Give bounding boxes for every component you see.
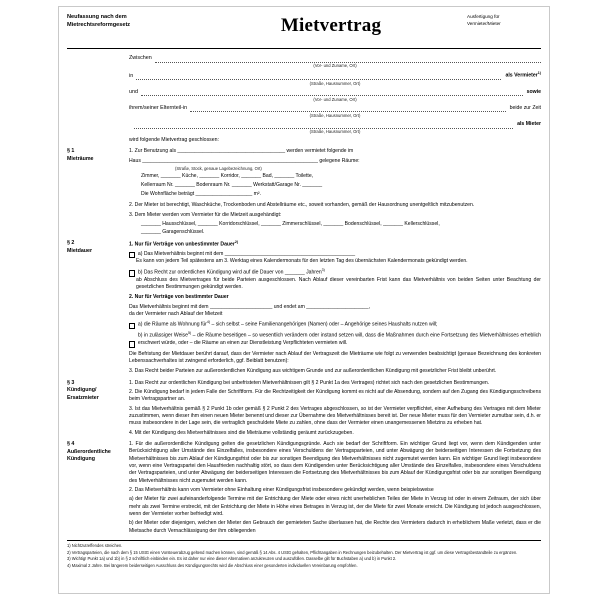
s2-2-line1: Das Mietverhältnis beginnt mit dem ______________________ und endet am ______________________, — [129, 303, 371, 310]
caption-name-1: (Vor- und Zuname, Ort) — [313, 63, 357, 69]
section-4-text — [129, 441, 541, 535]
s2-3: 3. Das Recht beider Parteien zur außerordentlichen Kündigung aus wichtigem Grunde und zur außerordentlichen Kündigung mit gesetzlicher Frist bleibt unberührt. — [129, 368, 497, 375]
section-2-title: Mietdauer — [67, 247, 93, 254]
section-1-text — [129, 148, 541, 236]
section-2 — [67, 240, 541, 376]
s1-p7: 2. Der Mieter ist berechtigt, Waschküche, Trockenboden und Abstellräume etc., soweit vorhanden, gemäß der Hausordnung unentgeltlich mitzubenutzen. — [129, 201, 475, 208]
und-row — [129, 89, 541, 97]
in-field[interactable] — [136, 73, 501, 80]
section-1-label — [67, 148, 129, 236]
s2-h1-text: 1. Nur für Verträge von unbestimmter Dauer — [129, 241, 235, 248]
representative-field[interactable] — [190, 105, 505, 112]
footnotes-block — [67, 540, 541, 569]
checkbox-s2-2a[interactable] — [129, 323, 135, 329]
s2-a-text: a) Das Mietverhältnis beginnt mit dem ______________________________________________ — [137, 250, 356, 257]
between-field[interactable] — [155, 56, 541, 63]
s2-h1 — [129, 240, 541, 249]
footnote-2: 2) Vertragsparteien, die nach dem § 15 UStG einen Vorsteuerabzug geltend machen können, sind gemäß § 14 Abs. 4 UStG gehalten, Pflichtangaben in Rechnungen beizubehalten. Der Mietvertrag ist ggf. um diese Vertragsbestandteile zu ergänzen. — [67, 549, 518, 555]
sowie-label: sowie — [526, 88, 541, 95]
s1-p4: Zimmer, _______ Küche, _______ Korridor, _______ Bad, _______ Toilette, — [141, 172, 314, 179]
caption-street-3: (Straße, Hausnummer, Ort) — [309, 129, 361, 135]
s2-2b-text-b: – die Räume beseitigen – so wesentlich verändern oder instand setzen will, dass die Maßnahmen durch eine Fortsetzung des Mietverhältnisses erheblich erschwert würde, oder – die Räume an einen zur Dienstleistung Verpflichteten vermieten will. — [137, 332, 541, 347]
s1-p9: _______ Hausschlüssel, _______ Korridorschlüssel, _______ Zimmerschlüssel, _______ Bodenschlüssel, _______ Kellerschlüssel, — [141, 221, 440, 228]
representative-row — [129, 105, 541, 113]
header-left-line2: Mietrechtsreformgesetz — [67, 22, 131, 29]
s1-p8: 3. Dem Mieter werden vom Vermieter für die Mietzeit ausgehändigt: — [129, 211, 282, 218]
landlord-label — [501, 71, 541, 80]
section-2-number: § 2 — [67, 239, 75, 246]
parties-left-gutter — [67, 53, 129, 144]
s2-2b-footnote-ref: 5) — [187, 331, 192, 336]
s2-2-line2: da der Vermieter nach Ablauf der Mietzeit — [129, 310, 223, 317]
section-3-text — [129, 380, 541, 437]
s3-p4: 4. Mit der Kündigung des Mietverhältnisses sind die Mieträume vollständig geräumt zurückzugeben. — [129, 429, 354, 436]
section-4-label — [67, 441, 129, 535]
contract-sheet — [58, 6, 550, 594]
header-right-note — [467, 13, 541, 28]
parties-block — [67, 53, 541, 144]
header-left-note — [67, 13, 195, 29]
section-1-title: Mieträume — [67, 156, 94, 163]
und-field[interactable] — [141, 89, 523, 96]
document-header — [67, 13, 541, 47]
checkbox-s2-1b[interactable] — [129, 270, 135, 276]
s4-p2: 2. Das Mietverhältnis kann vom Vermieter ohne Einhaltung einer Kündigungsfrist insbesondere gekündigt werden, wenn beispielsweise — [129, 486, 434, 493]
s4-p4: b) der Mieter oder diejenigen, welchen der Mieter den Gebrauch der gemieteten Sache überlassen hat, die Rechte des Vermieters dadurch in erheblichem Maße verletzt, dass er die Mietsache durch Vernachlässigung der ihm obliegenden — [129, 520, 541, 534]
s3-p1: 1. Das Recht zur ordentlichen Kündigung bei unbefristeten Mietverhältnissen gilt § 2 Punkt 1a des Vertrages) richtet sich nach den gesetzlichen Bestimmungen. — [129, 379, 490, 386]
page-title: Mietvertrag — [280, 15, 382, 36]
header-title-wrap — [195, 13, 467, 37]
s2-2a-text — [138, 320, 438, 329]
section-2-text — [129, 240, 541, 376]
s1-p10: _______ Garagenschlüssel. — [141, 228, 205, 235]
header-right-line2: Vermieter/Mieter — [467, 20, 501, 26]
landlord-label-text: als Vermieter — [505, 72, 538, 79]
header-right-line1: Ausfertigung für — [467, 14, 500, 19]
s2-2a-row — [129, 320, 541, 329]
s2-2a-text-a: a) die Räume als Wohnung für — [137, 321, 207, 328]
s2-2-note: Die Befristung der Mietdauer berührt darauf, dass der Vermieter nach Ablauf der Vertragszeit die Mieträume wie folgt zu verwenden beabsichtigt (genaue Bezeichnung des konkreten Lebenssachverhaltes ist zwingend erforderlich, ggf. Beiblatt benutzen): — [129, 350, 541, 364]
checkbox-s2-1a[interactable] — [129, 252, 135, 258]
section-2-label — [67, 240, 129, 376]
s2-a-body: Es kann von jedem Teil spätestens am 3. Werktag eines Kalendermonats für den letzten Tag des übernächsten Kalendermonats gekündigt werden. — [136, 258, 468, 265]
s2-2b-text — [138, 331, 541, 347]
checkbox-s2-2b[interactable] — [129, 341, 135, 347]
beide-label: beide zur Zeit — [509, 105, 541, 112]
footnote-4: 4) Maximal 2 Jahre. Bei längerem beiderseitigen Ausschluss des Kündigungsrechts wird die Abschluss einer gesonderten individuellen Vereinbarung empfohlen. — [67, 563, 358, 569]
section-3 — [67, 380, 541, 437]
section-4-number: § 4 — [67, 440, 75, 447]
s2-2b-text-a: b) in zulässiger Weise — [137, 332, 188, 339]
section-4 — [67, 441, 541, 535]
s2-2b-row — [129, 331, 541, 347]
s1-p5: Kellerraum Nr. _______ Bodenraum Nr. _______ Werkstatt/Garage Nr. _______ — [141, 181, 323, 188]
s2-h2: 2. Nur für Verträge von bestimmter Dauer — [129, 294, 229, 301]
caption-street-2: (Straße, Hausnummer, Ort) — [309, 112, 361, 118]
header-left-line1: Neufassung nach dem — [67, 14, 127, 20]
s2-h1-footnote-ref: 2) — [234, 239, 239, 244]
s2-2a-footnote-ref: 4) — [206, 320, 211, 325]
s2-b-row — [129, 268, 541, 277]
closing-line: wird folgende Mietvertrag geschlossen: — [129, 137, 219, 144]
in-row — [129, 71, 541, 80]
section-3-title: Kündigung/ Ersatzmieter — [67, 387, 99, 401]
between-row — [129, 55, 541, 63]
in-label: in — [129, 72, 134, 79]
section-1 — [67, 148, 541, 236]
tenant-field[interactable] — [134, 122, 514, 129]
caption-street-1: (Straße, Hausnummer, Ort) — [309, 80, 361, 86]
caption-name-2: (Vor- und Zuname, Ort) — [313, 96, 357, 102]
s4-p1: 1. Für die außerordentliche Kündigung gelten die gesetzlichen Kündigungsgründe. Auch sie bedarf der Schriftform. Ein wichtiger Grund liegt vor, wenn dem Kündigenden unter Berücksichtigung aller Umstände des Einzelfalles, insbesondere eines Verschuldens der Vertragsparteien, und unter Abwägung der beiderseitigen Interessen die Fortsetzung des Mietverhältnisses bis zum Ablauf der Kündigungsfrist oder bis zur sonstigen Beendigung des Mietverhältnisses nicht zugemutet werden kann. Ein wichtiger Grund liegt insbesondere vor, wenn eine Vertragspartei den Hausfrieden nachhaltig stört, so dass dem Kündigenden unter Berücksichtigung aller Umstände des Einzelfalles, insbesondere eines Verschuldens der Vertragsparteien, und unter Abwägung der beiderseitigen Interessen die Fortsetzung des Mietverhältnisses bis zum Ablauf der Kündigungsfrist oder bis zur sonstigen Beendigung des Mietverhältnisses nicht zugemutet werden kann. — [129, 440, 541, 484]
section-1-number: § 1 — [67, 148, 75, 155]
s1-p1: 1. Zur Benutzung als ______________________________________ werden vermietet folgende im — [129, 148, 354, 155]
s4-p3: a) der Mieter für zwei aufeinanderfolgende Termine mit der Entrichtung der Miete oder eines nicht unerheblichen Teiles der Miete in Verzug ist oder in einem Zeitraum, der sich über mehr als zwei Termine erstreckt, mit der Entrichtung der Miete in Höhe eines Betrages in Verzug ist, der die Miete für zwei Monate erreicht. Die Kündigung ist jedoch ausgeschlossen, wenn der Vermieter vorher befriedigt wird. — [129, 496, 541, 517]
tenant-label: als Mieter — [517, 121, 541, 128]
footnote-3: 3) Wichtig! Punkt 1a) und 1b) in § 2 schriftlich einbinden ein. Es ist daher nur eine dieser Alternativen anzukreuzen und auszufüllen. Dasselbe gilt für Buchstaben a) und b) in Punkt 2. — [67, 556, 397, 562]
parties-content — [129, 53, 541, 144]
s3-p3: 3. Ist das Mietverhältnis gemäß § 2 Punkt 1b oder gemäß § 2 Punkt 2 des Vertrages abgeschlossen, so ist der Vermieter verpflichtet, einer Aufhebung des Vertrages mit dem Mieter zuzustimmen, wenn dieser ihm einen neuen Mieter benennt und dieser zur Übernahme des Mietverhältnisses bereit ist. Der neue Mieter muss für den Vermieter zumutbar sein, d.h. er muss insbesondere in der Lage sein, die vertraglich geschuldete Miete zu zahlen, ohne dass der Vermieter einen unangemessenen Mietzins zu erheben hat. — [129, 405, 541, 427]
s1-p6: Die Wohnfläche beträgt ____________________ m². — [141, 191, 261, 198]
representative-label: ihrem/seiner Elternteil-in — [129, 104, 188, 111]
landlord-footnote-ref: 1) — [537, 71, 541, 76]
footnote-1: 1) Nichtzutreffendes streichen. — [67, 542, 123, 548]
section-3-label — [67, 380, 129, 437]
s2-b-text — [138, 268, 325, 277]
between-label: Zwischen — [129, 55, 152, 61]
section-3-number: § 3 — [67, 379, 75, 386]
s1-p2: Haus ______________________________________________________________ gelegene Räume: — [129, 157, 360, 164]
s2-b-footnote-ref: 3) — [321, 267, 325, 272]
s2-b-text-a: b) Das Recht zur ordentlichen Kündigung wird auf die Dauer von _______ Jahren — [137, 269, 322, 276]
s1-caption: (Straße, Stock, genaue Lagebezeichnung, Ort) — [175, 165, 262, 171]
und-label: und — [129, 88, 138, 95]
s2-b-body: ab Abschluss des Mietvertrages für beide Parteien ausgeschlossen. Nach Ablauf dieser vereinbarten Frist kann das Mietverhältnis von beiden Seiten unter Beachtung der gesetzlichen Bestimmungen gekündigt werden. — [136, 276, 541, 290]
section-4-title: Außerordentliche Kündigung — [67, 448, 111, 463]
s2-2a-text-b: – sich selbst – seine Familienangehörigen (Namen) oder – Angehörige seines Haushalts nutzen will; — [210, 321, 438, 328]
header-divider — [67, 48, 541, 49]
s3-p2: 2. Die Kündigung bedarf in jedem Falle der Schriftform. Für die Rechtzeitigkeit der Kündigung kommt es nicht auf die Absendung, sondern auf den Zugang des Kündigungsschreibens beim Vertragspartner an. — [129, 388, 541, 403]
tenant-row — [129, 121, 541, 129]
s2-a-row — [129, 251, 541, 258]
